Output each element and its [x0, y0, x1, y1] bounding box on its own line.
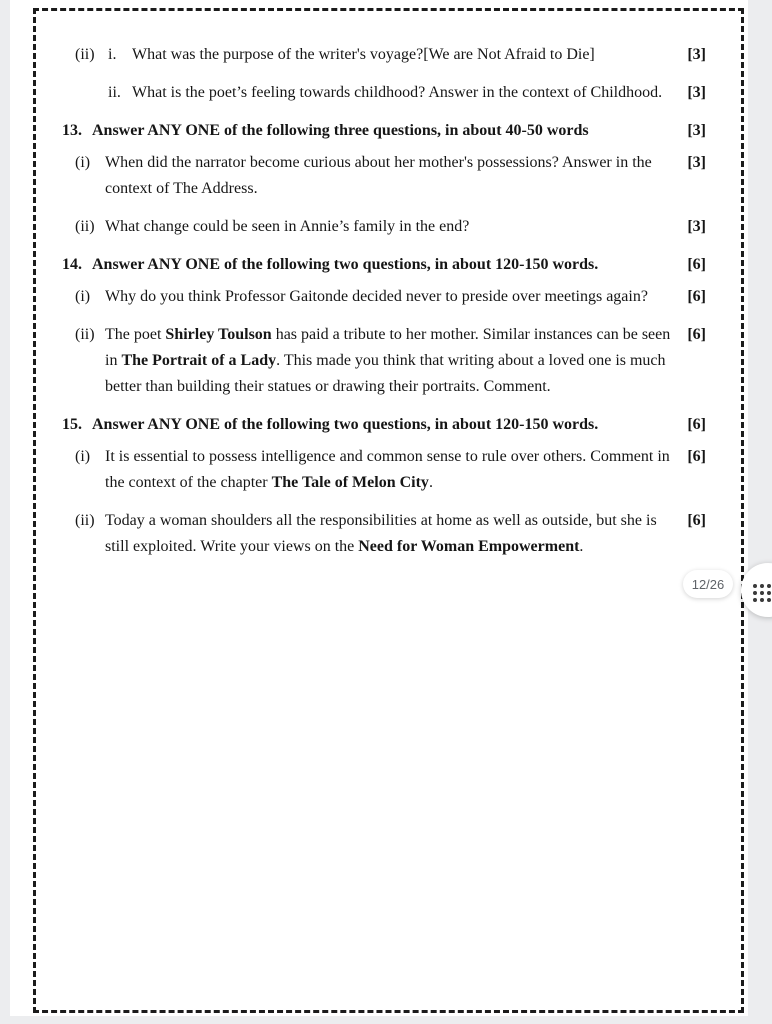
question-15-heading [62, 412, 706, 438]
question-text [132, 42, 672, 68]
marks-label: [6] [687, 512, 706, 529]
question-text-segment: Shirley Toulson [165, 326, 272, 343]
subquestion-number: (ii) [75, 326, 95, 343]
question-text-segment: . [579, 538, 584, 555]
question-text-segment: What change could be seen in Annie’s family in the end? [105, 218, 470, 235]
question-text-segment: When did the narrator become curious about her mother's possessions? Answer in the context of The Address. [105, 154, 652, 197]
question-text-segment: . This made you think that writing about a loved one is much better than building their statues or drawing their portraits. Comment. [105, 352, 666, 395]
question-text [105, 444, 672, 496]
question-number: 14. [62, 256, 82, 273]
question-number: 13. [62, 122, 82, 139]
question-13-heading [62, 118, 706, 144]
drag-handle-dots-icon [753, 584, 771, 602]
question-text [132, 80, 672, 106]
question-text-segment: The Portrait of a Lady [121, 352, 277, 369]
marks-label: [3] [687, 122, 706, 139]
question-heading-text: Answer ANY ONE of the following two questions, in about 120-150 words. [92, 256, 599, 273]
question-text-segment: The Tale of Melon City [271, 474, 429, 491]
marks-label: [3] [687, 154, 706, 171]
question-text [105, 150, 672, 202]
question-text [105, 214, 672, 240]
marks-label: [3] [687, 84, 706, 101]
subquestion-row [108, 80, 706, 106]
question-text-segment: What is the poet’s feeling towards childhood? Answer in the context of Childhood. [132, 84, 663, 101]
marks-label: [6] [687, 448, 706, 465]
question-number: 15. [62, 416, 82, 433]
question-heading-text: Answer ANY ONE of the following two questions, in about 120-150 words. [92, 416, 599, 433]
question-text [105, 284, 672, 310]
subquestion-number: ii. [108, 84, 121, 101]
subquestion-number: (i) [75, 154, 91, 171]
marks-label: [3] [687, 218, 706, 235]
page-number-badge [683, 570, 733, 598]
question-13-i [62, 150, 706, 202]
subquestion-number: (ii) [75, 512, 95, 529]
question-block-12ii [62, 42, 706, 106]
question-text-segment: What was the purpose of the writer's voyage?[We are Not Afraid to Die] [132, 46, 595, 63]
question-paper-dashed-border [33, 8, 744, 1013]
question-heading-text: Answer ANY ONE of the following three questions, in about 40-50 words [92, 122, 589, 139]
subquestion-column [108, 42, 706, 106]
marks-label: [6] [687, 326, 706, 343]
question-14-i [62, 284, 706, 310]
question-text-segment: . [428, 474, 433, 491]
question-text-segment: It is essential to possess intelligence and common sense to rule over others. Comment in the context of the chapter [105, 448, 670, 491]
question-text-segment: has paid a tribute to her mother. Similar instances can be seen in [105, 326, 671, 369]
subquestion-number: (i) [75, 448, 91, 465]
question-text-segment: Why do you think Professor Gaitonde decided never to preside over meetings again? [105, 288, 648, 305]
document-page [10, 0, 748, 1016]
question-text-segment: Need for Woman Empowerment [358, 538, 580, 555]
question-14-heading [62, 252, 706, 278]
marks-label: [6] [687, 288, 706, 305]
subquestion-number: (i) [75, 288, 91, 305]
question-text [105, 322, 672, 400]
question-text [105, 508, 672, 560]
marks-label: [6] [687, 256, 706, 273]
page-number-text: 12/26 [691, 576, 725, 592]
question-15-ii [62, 508, 706, 560]
subquestion-number: (ii) [75, 218, 95, 235]
question-text-segment: Today a woman shoulders all the responsibilities at home as well as outside, but she is still exploited. Write your views on the [105, 512, 657, 555]
question-14-ii [62, 322, 706, 400]
question-15-i [62, 444, 706, 496]
question-13-ii [62, 214, 706, 240]
marks-label: [3] [687, 46, 706, 63]
subquestion-row [108, 42, 706, 68]
marks-label: [6] [687, 416, 706, 433]
subquestion-number: i. [108, 46, 117, 63]
question-text-segment: The poet [105, 326, 166, 343]
question-number: (ii) [75, 46, 95, 63]
